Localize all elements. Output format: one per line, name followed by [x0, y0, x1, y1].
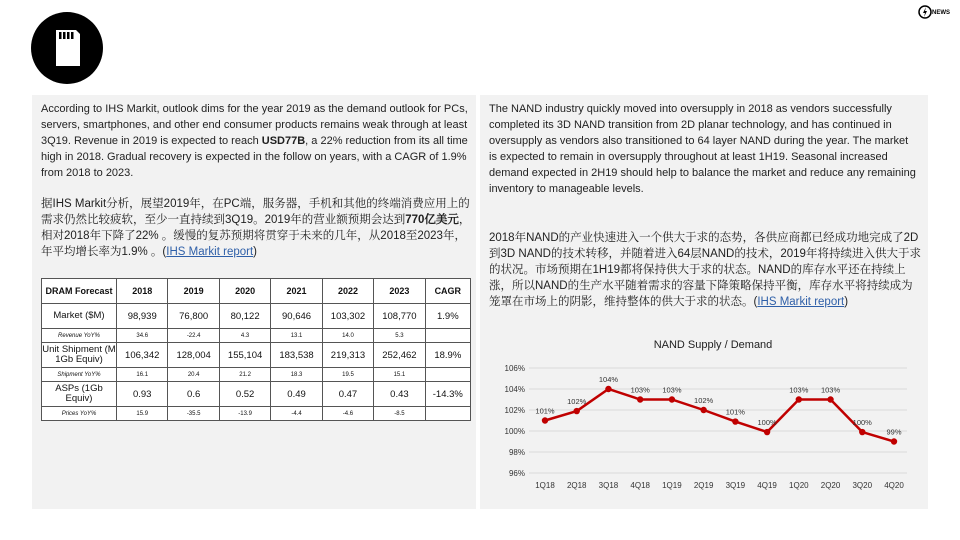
table-row [42, 382, 471, 407]
row-label: Market ($M) [42, 304, 117, 329]
cagr-header: CAGR [425, 279, 470, 304]
x-tick-label: 4Q18 [630, 481, 650, 490]
table-cell: 106,342 [117, 343, 168, 368]
cagr-cell [425, 329, 470, 343]
data-point [732, 418, 738, 424]
data-label: 103% [820, 385, 841, 395]
row-label: Revenue YoY% [42, 329, 117, 343]
cagr-cell: 1.9% [425, 304, 470, 329]
data-point [574, 408, 580, 414]
table-cell: 183,538 [271, 343, 322, 368]
table-cell: 21.2 [219, 368, 270, 382]
table-cell: 128,004 [168, 343, 219, 368]
table-row [42, 329, 471, 343]
data-label: 104% [598, 375, 619, 384]
year-header: 2019 [168, 279, 219, 304]
table-header-row [42, 279, 471, 304]
row-label: Shipment YoY% [42, 368, 117, 382]
y-tick-label: 98% [508, 448, 525, 457]
y-tick-label: 104% [504, 385, 525, 394]
year-header: 2023 [374, 279, 425, 304]
table-cell: -13.9 [219, 407, 270, 421]
table-header-label: DRAM Forecast [42, 279, 117, 304]
right-cn-text: 2018年NAND的产业快速进入一个供大于求的态势，各供应商都已经成功地完成了2D到3D NAND的技术转移，并随着进入64层NAND的技术，2019年将持续进入供大于求的状况。市场预期在1H19都将保持供大于求的状态。NAND的库存水平还在持续上涨，所以NAND的生产水平随着需求的容量下降策略保持平衡，库存水平将持续成为笼罩在市场上的阴影，维持整体的供大于求的状态。( [489, 232, 921, 308]
table-row [42, 407, 471, 421]
data-label: 102% [694, 396, 714, 405]
y-tick-label: 100% [504, 427, 525, 436]
table-cell: 108,770 [374, 304, 425, 329]
table-cell: 80,122 [219, 304, 270, 329]
table-cell: 15.1 [374, 368, 425, 382]
table-cell: 98,939 [117, 304, 168, 329]
table-cell: 219,313 [322, 343, 373, 368]
ihs-markit-link-right[interactable]: IHS Markit report [757, 296, 845, 308]
cn-revenue-highlight: 770亿美元 [405, 214, 459, 226]
table-cell: 0.47 [322, 382, 373, 407]
en-text-1: According to IHS Markit, outlook dims for the year 2019 as the demand outlook for PCs, servers, smartphones, and other end consumer products remains weak through at least 3Q19. Revenue in 2019 is expected to reach [41, 103, 468, 147]
news-label: NEWS [932, 10, 950, 16]
x-tick-label: 3Q20 [852, 481, 873, 490]
table-cell: 34.6 [117, 329, 168, 343]
year-header: 2018 [117, 279, 168, 304]
x-tick-label: 4Q19 [757, 481, 777, 490]
x-tick-label: 1Q19 [662, 481, 682, 490]
data-label: 102% [567, 397, 587, 407]
data-point [637, 396, 643, 402]
ihs-markit-link[interactable]: IHS Markit report [166, 246, 254, 258]
table-cell: 14.0 [322, 329, 373, 343]
year-header: 2020 [219, 279, 270, 304]
nand-supply-demand-chart [489, 330, 919, 505]
table-cell: 76,800 [168, 304, 219, 329]
table-cell: -35.5 [168, 407, 219, 421]
data-label: 100% [757, 418, 777, 428]
data-label: 99% [886, 427, 902, 437]
sd-card-logo [31, 12, 103, 84]
row-label: Unit Shipment (M 1Gb Equiv) [42, 343, 117, 368]
row-label: ASPs (1Gb Equiv) [42, 382, 117, 407]
data-point [669, 396, 675, 402]
right-chinese-paragraph [489, 230, 923, 310]
table-cell: 0.49 [271, 382, 322, 407]
table-row [42, 343, 471, 368]
table-cell: -22.4 [168, 329, 219, 343]
x-tick-label: 3Q18 [598, 481, 619, 490]
left-english-paragraph [41, 101, 471, 181]
table-cell: 0.43 [374, 382, 425, 407]
table-cell: 103,302 [322, 304, 373, 329]
table-cell: -4.4 [271, 407, 322, 421]
table-cell: 155,104 [219, 343, 270, 368]
data-point [891, 438, 897, 444]
data-label: 103% [662, 385, 682, 395]
cagr-cell [425, 407, 470, 421]
table-cell: -8.5 [374, 407, 425, 421]
x-tick-label: 3Q19 [725, 481, 746, 490]
cagr-cell: 18.9% [425, 343, 470, 368]
table-cell: 20.4 [168, 368, 219, 382]
series-line [545, 389, 894, 442]
table-row [42, 304, 471, 329]
row-label: Prices YoY% [42, 407, 117, 421]
year-header: 2021 [271, 279, 322, 304]
x-tick-label: 1Q20 [789, 481, 809, 490]
x-tick-label: 2Q20 [820, 481, 841, 490]
chart-title: NAND Supply / Demand [653, 339, 773, 351]
data-point [859, 429, 865, 435]
data-point [827, 396, 833, 402]
table-cell: 5.3 [374, 329, 425, 343]
y-tick-label: 96% [508, 469, 525, 478]
y-tick-label: 106% [504, 364, 525, 373]
x-tick-label: 4Q20 [884, 481, 904, 490]
data-label: 101% [535, 406, 555, 416]
table-cell: 252,462 [374, 343, 425, 368]
x-tick-label: 2Q18 [566, 481, 587, 490]
table-cell: 0.93 [117, 382, 168, 407]
year-header: 2022 [322, 279, 373, 304]
cagr-cell [425, 368, 470, 382]
data-point [542, 417, 548, 423]
data-point [700, 407, 706, 413]
table-cell: 16.1 [117, 368, 168, 382]
table-body [42, 304, 471, 421]
dram-forecast-table [41, 278, 471, 421]
data-point [796, 396, 802, 402]
right-cn-close-paren: ) [844, 296, 849, 308]
cn-close-paren: ) [253, 246, 258, 258]
data-label: 101% [725, 407, 745, 417]
table-cell: 90,646 [271, 304, 322, 329]
en-text-2: , a 22% reduction from its all time high in 2018. Gradual recovery is expected in the follow on years, with a CAGR of 1.9% from 2018 to 2023. [41, 135, 468, 179]
table-cell: 0.52 [219, 382, 270, 407]
table-cell: 4.3 [219, 329, 270, 343]
table-cell: 19.5 [322, 368, 373, 382]
lightning-icon [918, 4, 932, 20]
table-cell: 13.1 [271, 329, 322, 343]
x-tick-label: 1Q18 [535, 481, 555, 490]
news-logo [918, 4, 954, 26]
table-cell: 15.9 [117, 407, 168, 421]
en-revenue-highlight: USD77B [261, 135, 306, 147]
x-tick-label: 2Q19 [693, 481, 714, 490]
data-point [764, 429, 770, 435]
cn-text-1: 据IHS Markit分析，展望2019年，在PC端，服务器，手机和其他的终端消费应用上的需求仍然比较疲软，至少一直持续到3Q19。2019年的营业额预期会达到 [41, 198, 470, 226]
table-cell: 18.3 [271, 368, 322, 382]
right-english-paragraph: The NAND industry quickly moved into oversupply in 2018 as vendors successfully completed its 3D NAND transition from 2D planar technology, and has continued in oversupply as vendors also transitioned to 64 layer NAND during the year. The market is expected to remain in oversupply throughout at least 1H19. Seasonal increased demand expected in 2H19 should help to balance the market and reduce any remaining inventory to manageable levels. [489, 103, 916, 195]
table-cell: 0.6 [168, 382, 219, 407]
table-row [42, 368, 471, 382]
data-label: 100% [852, 418, 872, 428]
table-cell: -4.6 [322, 407, 373, 421]
sd-card-icon [31, 12, 103, 84]
data-point [605, 386, 611, 392]
y-tick-label: 102% [504, 406, 525, 415]
cagr-cell: -14.3% [425, 382, 470, 407]
data-label: 103% [789, 385, 809, 395]
left-chinese-paragraph [41, 196, 477, 260]
cn-text-2: ，相对2018年下降了22% 。缓慢的复苏预期将贯穿于未来的几年，从2018至2023年，年平均增长率为1.9% 。( [41, 214, 471, 258]
data-label: 103% [630, 385, 650, 395]
